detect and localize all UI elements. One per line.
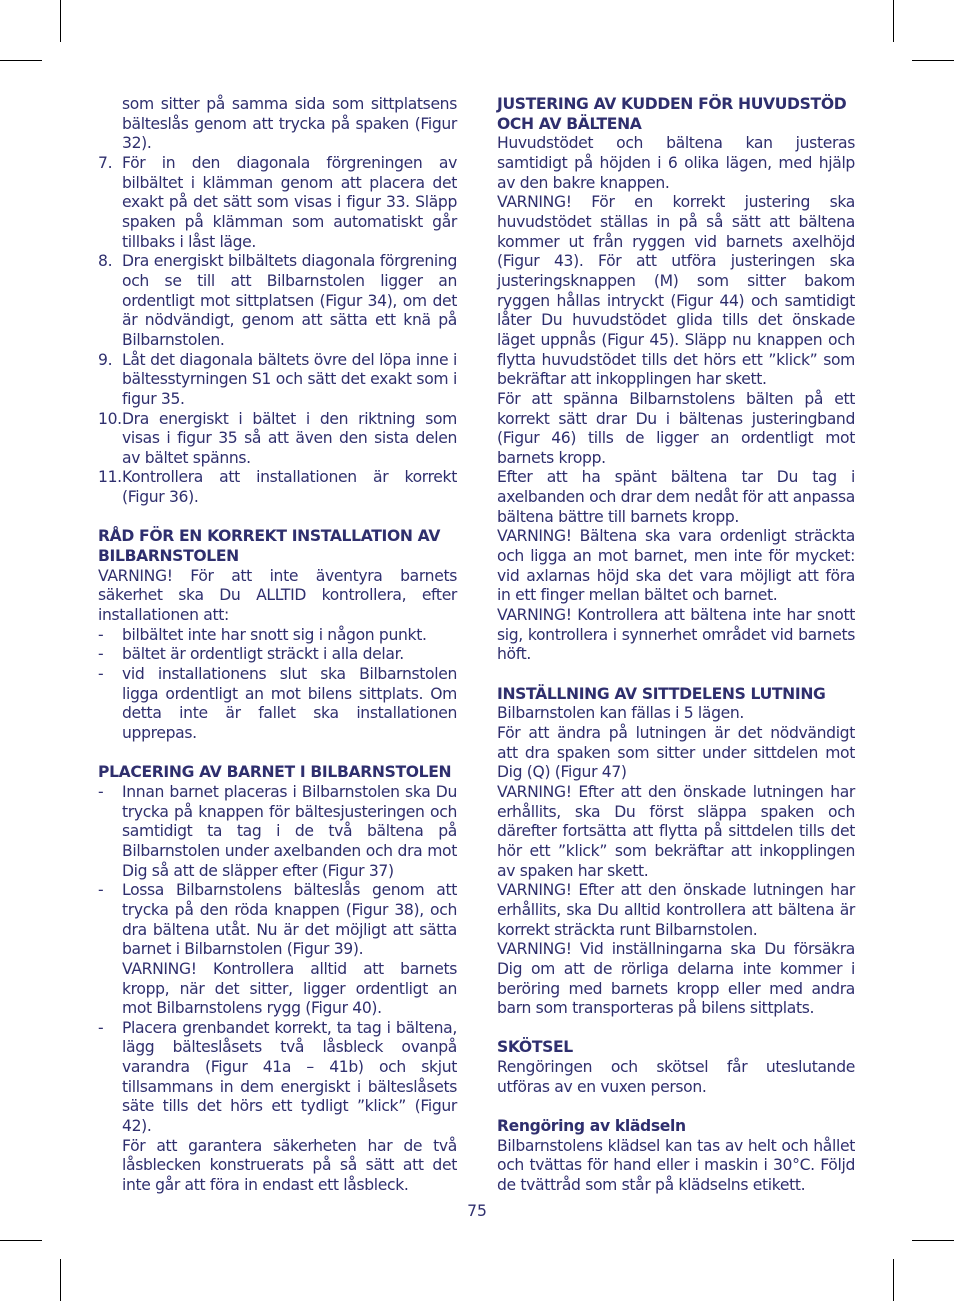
crop-mark	[0, 1240, 42, 1241]
section-heading: PLACERING AV BARNET I BILBARNSTOLEN	[98, 763, 452, 782]
paragraph: Huvudstödet och bältena kan justeras samtidigt på höjden i 6 olika lägen, med hjälp av den bakre knappen.	[497, 134, 855, 192]
bullet-main-text: Lossa Bilbarnstolens bälteslås genom att trycka på den röda knappen (Figur 38), och dra bältena utåt. Nu är det möjligt att sätta barnet i Bilbarnstolen (Figur 39).	[122, 881, 457, 959]
step-text: Dra energiskt bilbältets diagonala förgrening och se till att Bilbarnstolen ligger an ordentligt mot sittplatsen (Figur 34), om det är nödvändigt, genom att sätta ett knä på Bilbarnstolen.	[122, 252, 457, 349]
dash-bullet: -	[98, 665, 104, 684]
crop-mark	[60, 0, 61, 42]
paragraph: VARNING! Kontrollera att bältena inte har snott sig, kontrollera i synnerhet området vid barnets höft.	[497, 606, 855, 664]
bullet-item	[98, 665, 457, 744]
step-number: 11.	[98, 468, 122, 487]
step-number: 9.	[98, 350, 113, 369]
section-heading: SKÖTSEL	[497, 1038, 573, 1057]
step-item	[98, 252, 457, 350]
bullet-text	[122, 1019, 457, 1196]
page-number: 75	[467, 1202, 487, 1220]
crop-mark	[0, 60, 42, 61]
bullet-text: bältet är ordentligt sträckt i alla delar.	[122, 645, 404, 664]
dash-bullet: -	[98, 645, 104, 664]
bullet-text: bilbältet inte har snott sig i någon punkt.	[122, 625, 427, 644]
paragraph: VARNING! Bältena ska vara ordenligt sträckta och ligga an mot barnet, men inte för mycket: vid axlarnas höjd ska det vara möjligt att föra in ett finger mellan bältet och barnet.	[497, 527, 855, 605]
step-number: 10.	[98, 409, 122, 428]
crop-mark	[912, 60, 954, 61]
right-column	[497, 95, 855, 1196]
dash-bullet: -	[98, 881, 104, 900]
bullet-text: Innan barnet placeras i Bilbarnstolen ska Du trycka på knappen för bältesjusteringen och samtidigt ta tag i de två bältena på Bilbarnstolen under axelbanden och dra mot Dig så att de släpper efter (Figur 37)	[122, 782, 457, 880]
step-text: Kontrollera att installationen är korrekt (Figur 36).	[122, 468, 457, 507]
crop-mark	[912, 1240, 954, 1241]
subsection-heading: Rengöring av klädseln	[497, 1117, 686, 1136]
dash-bullet: -	[98, 625, 104, 644]
left-column	[98, 95, 457, 1196]
paragraph: VARNING! Efter att den önskade lutningen har erhållits, ska Du alltid kontrollera att bältena är korrekt sträckta runt Bilbarnstolen.	[497, 881, 855, 939]
step-item	[98, 410, 457, 469]
paragraph: Bilbarnstolen kan fällas i 5 lägen.	[497, 704, 745, 723]
paragraph: Efter att ha spänt bältena tar Du tag i axelbanden och drar dem nedåt för att anpassa bältena bättre till barnets kropp.	[497, 468, 855, 526]
paragraph: VARNING! För att inte äventyra barnets säkerhet ska Du ALLTID kontrollera, efter installationen att:	[98, 566, 457, 625]
step-item	[98, 154, 457, 252]
bullet-item	[98, 881, 457, 1019]
paragraph: VARNING! För en korrekt justering ska huvudstödet ställas in på så sätt att bältena kommer ut från ryggen vid barnets axelhöjd (Figur 43). För att utföra justeringen ska justeringsknappen (M) som sitter bakom ryggen hållas intryckt (Figur 44) och samtidigt låter Du huvudstödet glida tills det önskade läget uppnås (Figur 45). Släpp nu knappen och flytta huvudstödet tills det hörs ett ”klick” som bekräftar att inkopplingen har skett.	[497, 193, 855, 389]
bullet-text: vid installationens slut ska Bilbarnstolen ligga ordentligt an mot bilens sittplats. Om detta inte är fallet ska installationen upprepas.	[122, 665, 457, 742]
paragraph: För att spänna Bilbarnstolens bälten på ett korrekt sätt drar Du i bältenas justeringband (Figur 46) tills de ligger an ordentligt mot barnets kropp.	[497, 389, 855, 467]
dash-bullet: -	[98, 1018, 104, 1037]
paragraph: VARNING! Efter att den önskade lutningen har erhållits, ska Du först släppa spaken och därefter fortsätta att flytta på sittdelen tills det hör ett ”klick” som bekräftar att inkopplingen av spaken har skett.	[497, 782, 855, 880]
section-heading: INSTÄLLNING AV SITTDELENS LUTNING	[497, 684, 826, 703]
step-number: 8.	[98, 252, 113, 271]
step-text: Låt det diagonala bältets övre del löpa inne i bältesstyrningen S1 och sätt det exakt som i figur 35.	[122, 350, 457, 408]
step-item	[98, 351, 457, 410]
section-heading: RÅD FÖR EN KORREKT INSTALLATION AV BILBARNSTOLEN	[98, 527, 441, 566]
step-number: 7.	[98, 153, 113, 172]
bullet-extra-text: För att garantera säkerheten har de två låsblecken konstruerats på så sätt att det inte går att föra in endast ett låsbleck.	[122, 1136, 457, 1195]
continued-paragraph: som sitter på samma sida som sittplatsens bälteslås genom att trycka på spaken (Figur 32).	[122, 95, 457, 153]
paragraph: För att ändra på lutningen är det nödvändigt att dra spaken som sitter under sittdelen mot Dig (Q) (Figur 47)	[497, 723, 855, 782]
crop-mark	[893, 0, 894, 42]
paragraph: Bilbarnstolens klädsel kan tas av helt och hållet och tvättas för hand eller i maskin i 30°C. Följd de tvättråd som står på klädselns etikett.	[497, 1136, 855, 1195]
step-item	[98, 468, 457, 507]
crop-mark	[60, 1259, 61, 1301]
bullet-main-text: Placera grenbandet korrekt, ta tag i bältena, lägg bälteslåsets två låsbleck ovanpå varandra (Figur 41a – 41b) och skjut tillsammans in dem energiskt i bälteslåsets säte tills det hörs ett tydligt ”klick” (Figur 42).	[122, 1018, 457, 1136]
step-text: För in den diagonala förgreningen av bilbältet i klämman genom att placera det exakt på det sätt som visas i figur 33. Släpp spaken på klämman som automatiskt går tillbaks i låst läge.	[122, 153, 457, 251]
crop-mark	[893, 1259, 894, 1301]
section-heading: JUSTERING AV KUDDEN FÖR HUVUDSTÖD OCH AV BÄLTENA	[497, 95, 847, 133]
bullet-item	[98, 1019, 457, 1196]
bullet-item	[98, 626, 457, 646]
bullet-item	[98, 645, 457, 665]
dash-bullet: -	[98, 782, 104, 801]
bullet-extra-text: VARNING! Kontrollera alltid att barnets kropp, när det sitter, ligger ordentligt an mot Bilbarnstolens rygg (Figur 40).	[122, 959, 457, 1018]
paragraph: Rengöringen och skötsel får uteslutande utföras av en vuxen person.	[497, 1058, 855, 1096]
paragraph: VARNING! Vid inställningarna ska Du försäkra Dig om att de rörliga delarna inte kommer i beröring med barnets kropp eller med andra barn som transporteras på bilens sittplats.	[497, 940, 855, 1018]
bullet-text	[122, 881, 457, 1019]
bullet-item	[98, 783, 457, 881]
step-text: Dra energiskt i bältet i den riktning som visas i figur 35 så att även den sista delen av bältet spänns.	[122, 409, 457, 467]
